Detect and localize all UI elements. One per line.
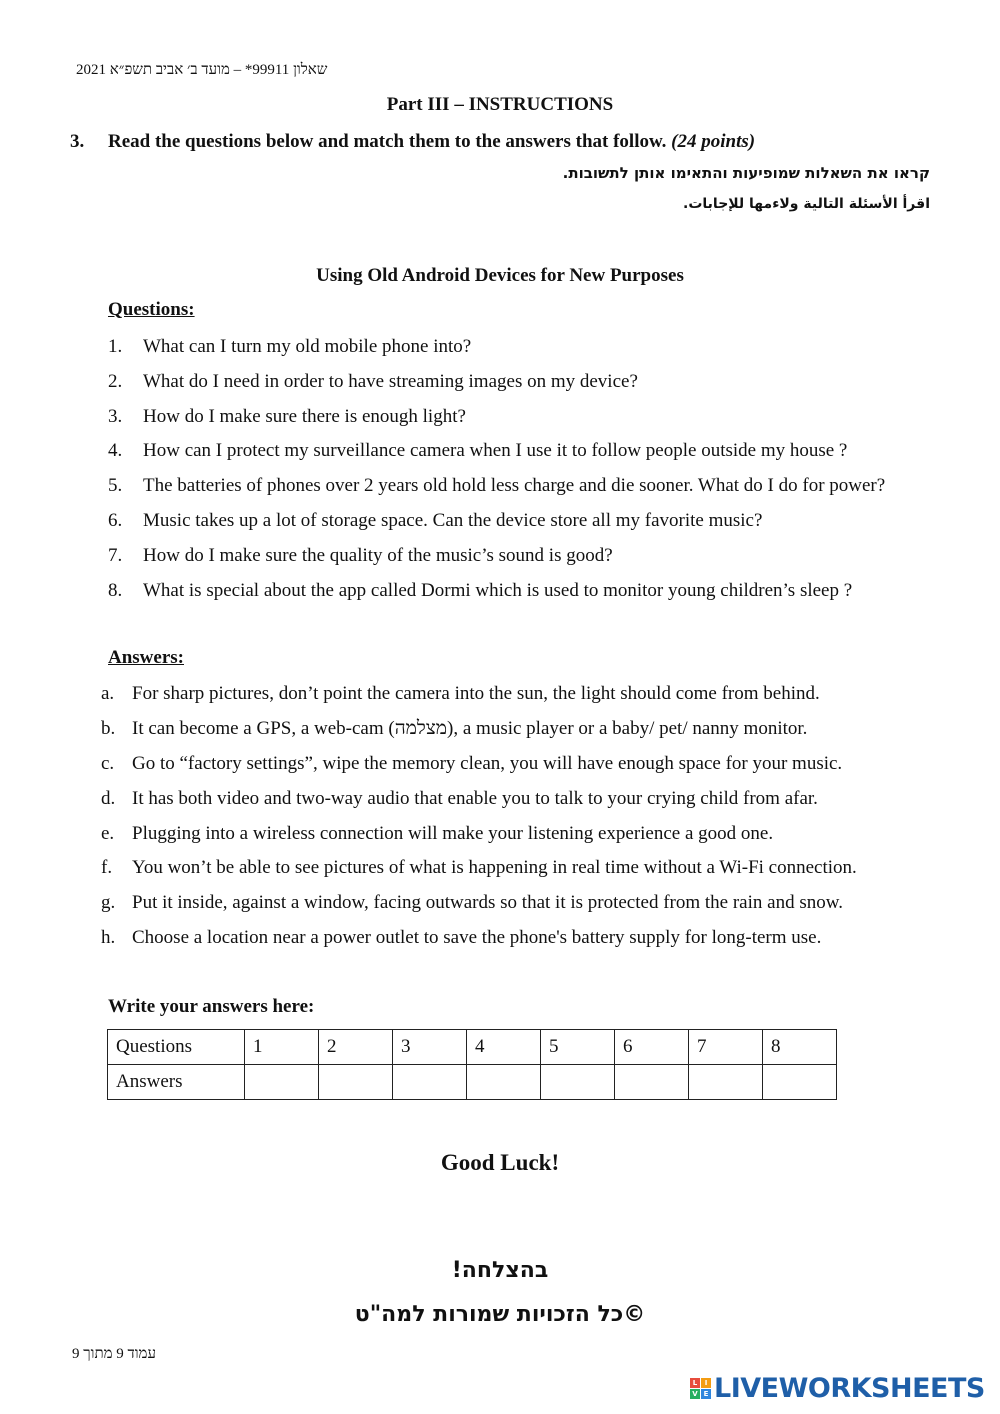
hebrew-good-luck: בהצלחה! xyxy=(451,1258,549,1283)
answer-letter: g. xyxy=(101,892,116,914)
question-number: 5. xyxy=(108,475,123,497)
answers-list xyxy=(101,681,857,960)
question-item xyxy=(108,508,885,543)
question-item xyxy=(108,334,885,369)
answer-item xyxy=(101,681,857,716)
question-text: The batteries of phones over 2 years old hold less charge and die sooner. What do I do for power? xyxy=(143,475,886,497)
answer-item xyxy=(101,716,857,751)
answer-table-questions-row xyxy=(108,1030,837,1065)
question-number-cell: 2 xyxy=(319,1030,393,1065)
question-number: 1. xyxy=(108,336,123,357)
answer-letter: e. xyxy=(101,822,115,844)
part-title: Part III – INSTRUCTIONS xyxy=(386,94,614,115)
question-number: 2. xyxy=(108,370,123,392)
answer-item xyxy=(101,890,857,925)
answer-table xyxy=(107,1029,837,1100)
questions-row-header: Questions xyxy=(108,1030,245,1065)
question-text: How do I make sure the quality of the music’s sound is good? xyxy=(143,544,613,566)
copyright-notice: ©כל הזכויות שמורות למה"ט xyxy=(354,1302,646,1327)
answer-text: Put it inside, against a window, facing outwards so that it is protected from the rain and snow. xyxy=(132,892,843,914)
answer-text: It can become a GPS, a web-cam (מצלמה), a music player or a baby/ pet/ nanny monitor. xyxy=(132,717,808,739)
answer-item xyxy=(101,925,857,960)
question-text: Music takes up a lot of storage space. Can the device store all my favorite music? xyxy=(143,509,763,531)
question-number-cell: 5 xyxy=(541,1030,615,1065)
logo-mark-letter: V xyxy=(690,1389,700,1399)
logo-mark-letter: E xyxy=(701,1389,711,1399)
logo-mark-letter: L xyxy=(690,1378,700,1388)
answer-text: It has both video and two-way audio that enable you to talk to your crying child from afar. xyxy=(132,787,818,809)
liveworksheets-logo-icon xyxy=(690,1378,711,1399)
answer-item xyxy=(101,821,857,856)
answer-item xyxy=(101,751,857,786)
answer-letter: d. xyxy=(101,787,116,809)
answer-letter: c. xyxy=(101,752,115,774)
question-text: How do I make sure there is enough light? xyxy=(143,405,466,427)
question-number-cell: 8 xyxy=(763,1030,837,1065)
question-number: 6. xyxy=(108,509,123,531)
good-luck-text: Good Luck! xyxy=(440,1150,560,1175)
questions-heading: Questions: xyxy=(108,299,195,320)
question-item xyxy=(108,369,885,404)
question-text: What can I turn my old mobile phone into? xyxy=(143,336,472,357)
question-text: What is special about the app called Dormi which is used to monitor young children’s sleep ? xyxy=(143,579,853,601)
answer-letter: a. xyxy=(101,683,115,704)
question-text: How can I protect my surveillance camera when I use it to follow people outside my house ? xyxy=(143,440,848,462)
question-number-cell: 4 xyxy=(467,1030,541,1065)
answer-text: You won’t be able to see pictures of what is happening in real time without a Wi-Fi connection. xyxy=(132,857,857,879)
answer-input-cell[interactable] xyxy=(245,1065,319,1100)
answer-input-cell[interactable] xyxy=(319,1065,393,1100)
answers-heading: Answers: xyxy=(108,647,184,668)
page-number: עמוד 9 מתוך 9 xyxy=(72,1346,156,1362)
answer-input-cell[interactable] xyxy=(615,1065,689,1100)
answer-letter: f. xyxy=(101,857,113,879)
answer-text: For sharp pictures, don’t point the camera into the sun, the light should come from behind. xyxy=(132,683,820,704)
question-number-cell: 1 xyxy=(245,1030,319,1065)
question-number: 7. xyxy=(108,544,123,566)
hebrew-instruction: קראו את השאלות שמופיעות והתאימו אותן לתשובות. xyxy=(562,164,930,182)
task-instruction-text: Read the questions below and match them to the answers that follow. xyxy=(108,131,672,152)
question-number-cell: 3 xyxy=(393,1030,467,1065)
document-title: Using Old Android Devices for New Purposes xyxy=(316,265,684,286)
question-item xyxy=(108,578,885,613)
answer-table-label: Write your answers here: xyxy=(108,996,315,1017)
answer-table-answers-row xyxy=(108,1065,837,1100)
task-number: 3. xyxy=(70,131,85,152)
answer-input-cell[interactable] xyxy=(541,1065,615,1100)
answer-item xyxy=(101,855,857,890)
question-number: 3. xyxy=(108,405,123,427)
question-number-cell: 6 xyxy=(615,1030,689,1065)
answer-input-cell[interactable] xyxy=(393,1065,467,1100)
answer-input-cell[interactable] xyxy=(689,1065,763,1100)
arabic-instruction: اقرأ الأسئلة التالية ولاءمها للإجابات. xyxy=(683,196,930,212)
answer-input-cell[interactable] xyxy=(763,1065,837,1100)
answer-text: Go to “factory settings”, wipe the memory clean, you will have enough space for your music. xyxy=(132,752,843,774)
question-item xyxy=(108,438,885,473)
answer-input-cell[interactable] xyxy=(467,1065,541,1100)
questions-list xyxy=(108,334,885,612)
question-number-cell: 7 xyxy=(689,1030,763,1065)
answer-item xyxy=(101,786,857,821)
question-item xyxy=(108,473,885,508)
answer-letter: h. xyxy=(101,927,116,949)
question-text: What do I need in order to have streaming images on my device? xyxy=(143,370,638,392)
answer-text: Choose a location near a power outlet to save the phone's battery supply for long-term use. xyxy=(132,927,822,949)
question-item xyxy=(108,404,885,439)
answer-text: Plugging into a wireless connection will make your listening experience a good one. xyxy=(132,822,774,844)
liveworksheets-logo-text: LIVEWORKSHEETS xyxy=(714,1373,985,1404)
exam-header: שאלון 99911* – מועד ב׳ אביב תשפ״א 2021 xyxy=(76,62,328,78)
answer-letter: b. xyxy=(101,717,116,739)
question-number: 4. xyxy=(108,440,123,462)
task-instruction xyxy=(108,131,755,153)
liveworksheets-logo[interactable] xyxy=(690,1373,985,1404)
question-item xyxy=(108,543,885,578)
logo-mark-letter: I xyxy=(701,1378,711,1388)
answers-row-header: Answers xyxy=(108,1065,245,1100)
task-points: (24 points) xyxy=(671,131,756,152)
question-number: 8. xyxy=(108,579,123,601)
